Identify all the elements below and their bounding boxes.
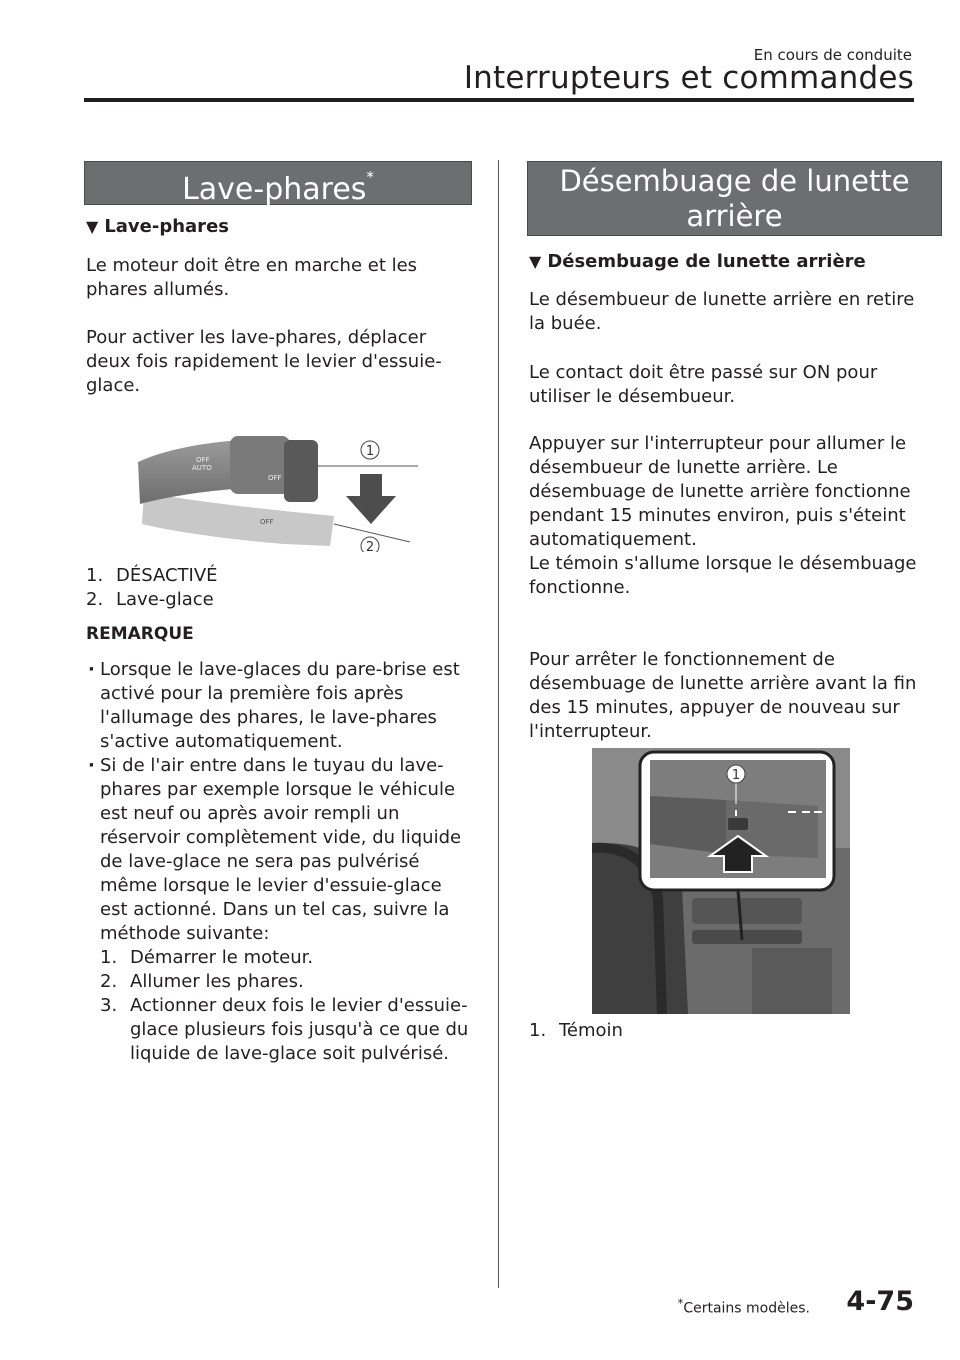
- switch-row-shape: [692, 930, 802, 944]
- lever-tip-shape: [284, 440, 318, 502]
- figure-legend: [86, 564, 466, 612]
- step-number: 2.: [100, 971, 118, 992]
- legend-number: 2.: [86, 589, 104, 610]
- legend-text: DÉSACTIVÉ: [116, 565, 218, 586]
- section-banner-lave-phares: [84, 161, 472, 205]
- callout-number: 1: [731, 768, 741, 783]
- chapter-title: Interrupteurs et commandes: [463, 60, 914, 96]
- footnote-marker: *: [366, 168, 374, 186]
- paragraph: [529, 648, 919, 744]
- legend-item: [86, 588, 466, 612]
- note-body: [86, 658, 470, 1066]
- callout-number: 2: [365, 540, 375, 552]
- step-item: [100, 946, 470, 970]
- callout-number: 1: [365, 444, 375, 459]
- subheading-lave-phares: [86, 216, 229, 237]
- vent-shape: [692, 898, 802, 924]
- console-shape: [752, 948, 832, 1014]
- switch-panel-left-shape: [650, 796, 726, 854]
- column-divider: [498, 160, 499, 1288]
- rear-defrost-button: [728, 818, 748, 830]
- paragraph: [529, 288, 919, 336]
- paragraph: [529, 361, 919, 409]
- paragraph-text: Le moteur doit être en marche et les phares allumés.: [86, 255, 418, 300]
- header-rule: [84, 98, 914, 102]
- wiper-lever-illustration: [134, 428, 420, 552]
- paragraph-text: Le contact doit être passé sur ON pour utiliser le désembueur.: [529, 362, 878, 407]
- step-text: Démarrer le moteur.: [130, 947, 314, 968]
- lever-label: OFF: [196, 456, 210, 464]
- lever-label: OFF: [268, 474, 282, 482]
- paragraph-text: Appuyer sur l'interrupteur pour allumer le désembueur de lunette arrière. Le désembuage de lunette arrière fonctionne pendant 15 minutes environ, puis s'éteint automatiquement.: [529, 433, 911, 550]
- banner-title-line: arrière: [686, 199, 783, 233]
- down-arrow-icon: [346, 474, 396, 524]
- triangle-bullet-icon: ▼: [86, 217, 99, 236]
- step-number: 3.: [100, 995, 118, 1016]
- section-title: En cours de conduite: [753, 46, 912, 64]
- footnote-marker: *: [677, 1296, 684, 1310]
- legend-item: [529, 1019, 919, 1043]
- page-number: 4-75: [846, 1286, 914, 1317]
- banner-title: Lave-phares: [182, 172, 367, 207]
- section-banner-desembuage: [527, 161, 942, 236]
- legend-text: Lave-glace: [116, 589, 214, 610]
- subheading-text: Lave-phares: [104, 216, 229, 237]
- step-item: [100, 970, 470, 994]
- note-bullet: · Lorsque le lave-glaces du pare-brise est activé pour la première fois après l'allumage des phares, le lave-phares s'active automatiquement.: [86, 658, 470, 754]
- legend-number: 1.: [529, 1020, 547, 1041]
- figure-legend: [529, 1019, 919, 1043]
- lever-label: AUTO: [192, 464, 212, 472]
- step-text: Actionner deux fois le levier d'essuie-glace plusieurs fois jusqu'à ce que du liquide de lave-glace soit pulvérisé.: [130, 995, 469, 1064]
- paragraph-text: Le témoin s'allume lorsque le désembuage fonctionne.: [529, 553, 917, 598]
- legend-number: 1.: [86, 565, 104, 586]
- note-bullet: · Si de l'air entre dans le tuyau du lave-phares par exemple lorsque le véhicule est neuf ou après avoir rempli un réservoir complètement vide, du liquide de lave-glace ne sera pas pulvérisé même lorsque le levier d'essuie-glace est actionné. Dans un tel cas, suivre la méthode suivante:: [86, 754, 470, 946]
- footnote-text: Certains modèles.: [683, 1300, 810, 1317]
- paragraph-text: Le désembueur de lunette arrière en retire la buée.: [529, 289, 915, 334]
- banner-title-line: Désembuage de lunette: [559, 164, 910, 198]
- lever-label: OFF: [260, 518, 274, 526]
- step-text: Allumer les phares.: [130, 971, 304, 992]
- legend-text: Témoin: [559, 1020, 623, 1041]
- triangle-bullet-icon: ▼: [529, 252, 542, 271]
- step-number: 1.: [100, 947, 118, 968]
- note-title: REMARQUE: [86, 624, 194, 644]
- paragraph: [529, 432, 919, 600]
- lever-knob-shape: [230, 436, 290, 494]
- subheading-text: Désembuage de lunette arrière: [547, 251, 866, 272]
- subheading-desembuage: [529, 251, 866, 272]
- paragraph-text: Pour activer les lave-phares, déplacer deux fois rapidement le levier d'essuie-glace.: [86, 327, 442, 396]
- paragraph-text: Pour arrêter le fonctionnement de désembuage de lunette arrière avant la fin des 15 minutes, appuyer de nouveau sur l'interrupteur.: [529, 649, 917, 742]
- step-item: [100, 994, 470, 1066]
- footnote: [678, 1296, 811, 1317]
- legend-item: [86, 564, 466, 588]
- rear-defroster-illustration: [592, 748, 850, 1014]
- paragraph: [86, 326, 466, 398]
- paragraph: [86, 254, 466, 302]
